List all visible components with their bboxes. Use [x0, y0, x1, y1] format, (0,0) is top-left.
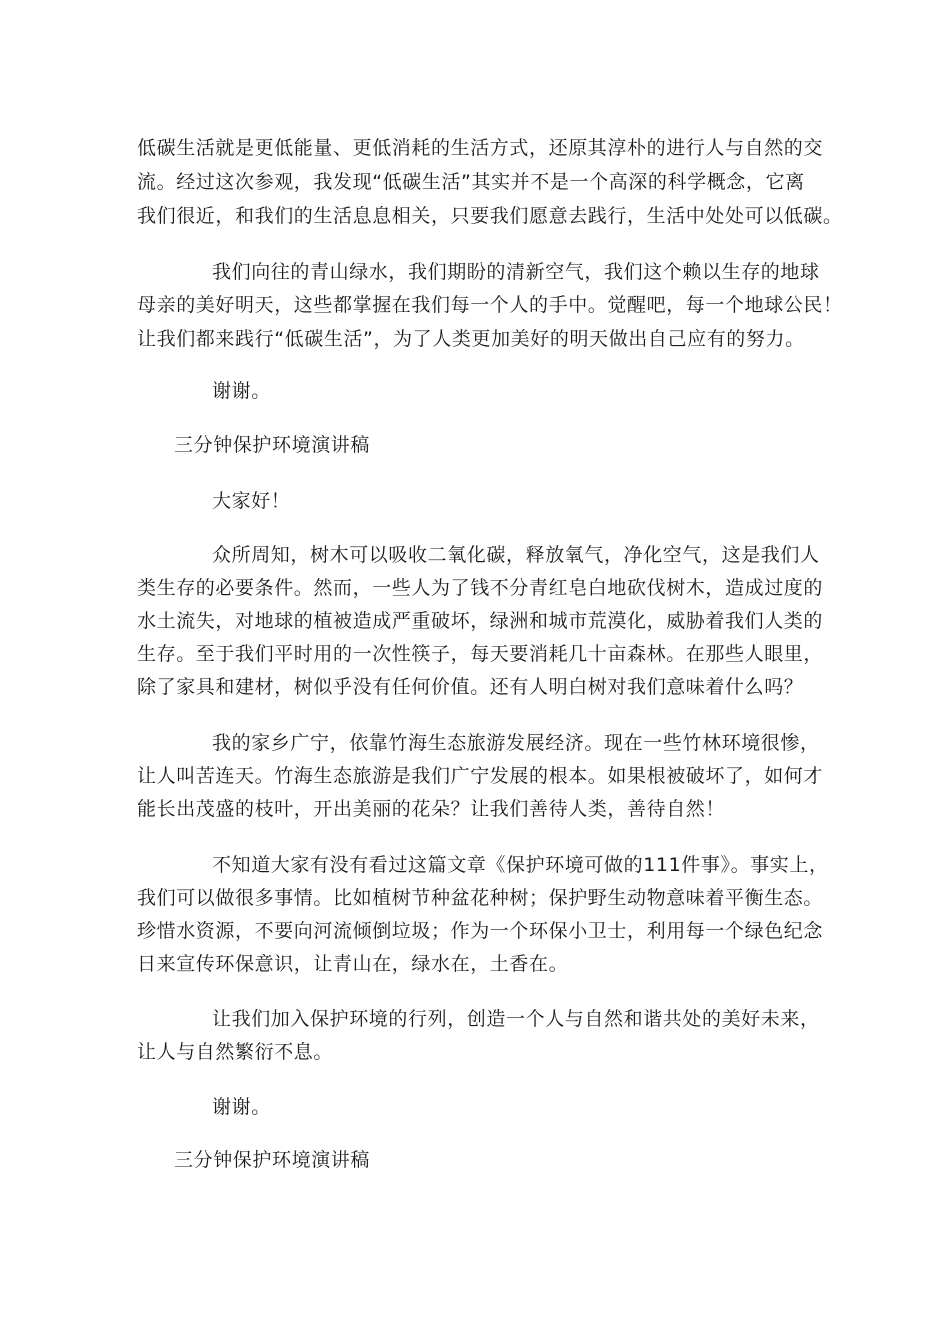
paragraph-line: 类生存的必要条件。然而，一些人为了钱不分青红皂白地砍伐树木，造成过度的 [137, 577, 824, 599]
paragraph-line: 我的家乡广宁，依靠竹海生态旅游发展经济。现在一些竹林环境很惨， [212, 732, 820, 754]
paragraph-line: 我们很近，和我们的生活息息相关，只要我们愿意去践行，生活中处处可以低碳。 [137, 205, 843, 227]
paragraph-line: 我们向往的青山绿水，我们期盼的清新空气，我们这个赖以生存的地球 [212, 261, 820, 283]
paragraph-line: 日来宣传环保意识，让青山在，绿水在，土香在。 [137, 953, 569, 975]
paragraph-line: 生存。至于我们平时用的一次性筷子，每天要消耗几十亩森林。在那些人眼里， [137, 643, 824, 665]
paragraph-line: 不知道大家有没有看过这篇文章《保护环境可做的111件事》。事实上， [212, 854, 829, 876]
paragraph-line: 能长出茂盛的枝叶，开出美丽的花朵？让我们善待人类，善待自然！ [137, 798, 726, 820]
paragraph-line: 让人与自然繁衍不息。 [137, 1041, 334, 1063]
paragraph-line: 流。经过这次参观，我发现“低碳生活”其实并不是一个高深的科学概念，它离 [137, 171, 805, 193]
paragraph-line: 母亲的美好明天，这些都掌握在我们每一个人的手中。觉醒吧，每一个地球公民！ [137, 294, 843, 316]
greeting: 大家好！ [212, 490, 291, 512]
paragraph-line: 让我们加入保护环境的行列，创造一个人与自然和谐共处的美好未来， [212, 1008, 820, 1030]
closing-thanks: 谢谢。 [212, 1096, 271, 1118]
paragraph-line: 珍惜水资源，不要向河流倾倒垃圾；作为一个环保小卫士，利用每一个绿色纪念 [137, 920, 824, 942]
paragraph-line: 众所周知，树木可以吸收二氧化碳，释放氧气，净化空气，这是我们人 [212, 544, 820, 566]
paragraph-line: 除了家具和建材，树似乎没有任何价值。还有人明白树对我们意味着什么吗？ [137, 676, 804, 698]
section-heading: 三分钟保护环境演讲稿 [174, 434, 371, 456]
paragraph-line: 低碳生活就是更低能量、更低消耗的生活方式，还原其淳朴的进行人与自然的交 [137, 137, 824, 159]
paragraph-line: 让我们都来践行“低碳生活”，为了人类更加美好的明天做出自己应有的努力。 [137, 328, 805, 350]
paragraph-line: 让人叫苦连天。竹海生态旅游是我们广宁发展的根本。如果根被破坏了，如何才 [137, 765, 824, 787]
paragraph-line: 我们可以做很多事情。比如植树节种盆花种树；保护野生动物意味着平衡生态。 [137, 887, 824, 909]
closing-thanks: 谢谢。 [212, 380, 271, 402]
paragraph-line: 水土流失，对地球的植被造成严重破坏，绿洲和城市荒漠化，威胁着我们人类的 [137, 610, 824, 632]
section-heading: 三分钟保护环境演讲稿 [174, 1149, 371, 1171]
